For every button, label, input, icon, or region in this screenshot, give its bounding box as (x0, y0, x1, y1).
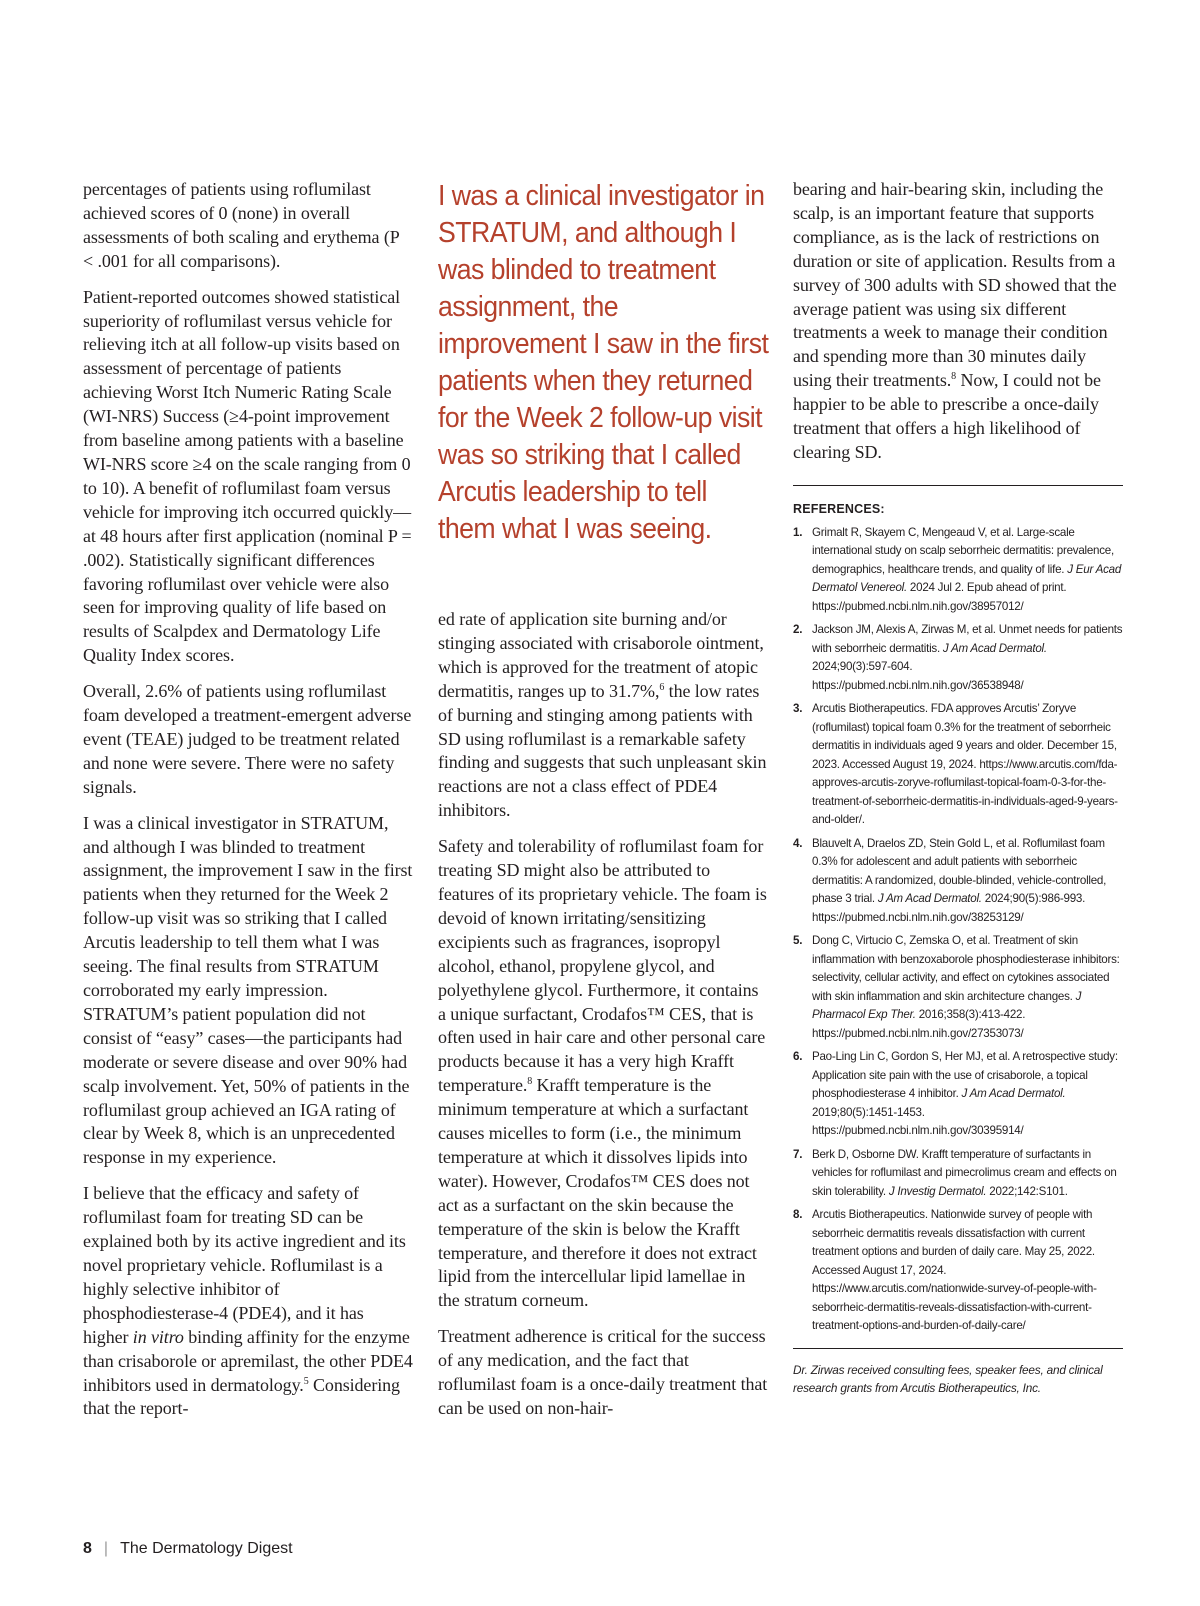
journal-name: J Am Acad Dermatol. (942, 641, 1047, 655)
article-column-2 (438, 178, 769, 1418)
citation-superscript: 8 (951, 371, 957, 383)
italic-text: in vitro (132, 1326, 184, 1347)
reference-text: Pao-Ling Lin C, Gordon S, Her MJ, et al. A retrospective study: Application site pain with the use of crisaborole, a topical phosphodiesterase 4 inhibitor. (812, 1050, 1118, 1101)
journal-name: J Eur Acad Dermatol Venereol. (812, 562, 1122, 595)
text-run: ed rate of application site burning and/or stinging associated with crisaborole ointment, which is approved for the treatment of atopic dermatitis, ranges up to 31.7%, (438, 609, 764, 701)
citation-superscript: 6 (659, 681, 665, 693)
reference-item (793, 1048, 1123, 1141)
body-paragraph: Overall, 2.6% of patients using roflumilast foam developed a treatment-emergent adverse event (TEAE) judged to be treatment related and none were severe. There were no safety signals. (83, 681, 412, 797)
reference-item (793, 524, 1123, 617)
reference-text: Blauvelt A, Draelos ZD, Stein Gold L, et al. Roflumilast foam 0.3% for adolescent and adult patients with seborrheic dermatitis: A randomized, double-blinded, vehicle-controlled, phase 3 trial. (812, 836, 1107, 906)
section-divider (793, 485, 1123, 486)
body-paragraph (793, 178, 1123, 465)
reference-number: 3. (793, 702, 803, 716)
reference-number: 5. (793, 934, 803, 948)
body-paragraph: Patient-reported outcomes showed statistical superiority of roflumilast versus vehicle for relieving itch at all follow-up visits based on assessment of percentage of patients achieving Worst Itch Numeric Rating Scale (WI-NRS) Success (≥4-point improvement from baseline among patients with a baseline WI-NRS score ≥4 on the scale ranging from 0 to 10). A benefit of roflumilast foam versus vehicle for improving itch occurred quickly—at 48 hours after first application (nominal P = .002). Statistically significant differences favoring roflumilast over vehicle were also seen for improving quality of life based on results of Scalpdex and Dermatology Life Quality Index scores. (83, 286, 412, 666)
reference-text: 2016;358(3):413-422. https://pubmed.ncbi.nlm.nih.gov/27353073/ (812, 1008, 1026, 1040)
reference-text: 2024;90(5):986-993. https://pubmed.ncbi.nlm.nih.gov/38253129/ (812, 892, 1086, 924)
reference-text: 2024 Jul 2. Epub ahead of print. https://pubmed.ncbi.nlm.nih.gov/38957012/ (812, 581, 1067, 613)
reference-item (793, 835, 1123, 928)
reference-text: 2022;142:S101. (986, 1184, 1068, 1198)
reference-text: Dong C, Virtucio C, Zemska O, et al. Treatment of skin inflammation with benzoxaborole phosphodiesterase inhibitors: selectivity, cellular activity, and effect on cytokines associated with skin inflammation and skin architecture changes. (812, 934, 1120, 1003)
text-run: bearing and hair-bearing skin, including the scalp, is an important feature that supports compliance, as is the lack of restrictions on duration or site of application. Results from a survey of 300 adults with SD showed that the average patient was using six different treatments a week to manage their condition and spending more than 30 minutes daily using their treatments. (793, 179, 1117, 391)
text-run: the low rates of burning and stinging among patients with SD using roflumilast is a remarkable safety finding and suggests that such unpleasant skin reactions are not a class effect of PDE4 inhibitors. (438, 680, 767, 821)
reference-number: 4. (793, 836, 803, 850)
text-run: Krafft temperature is the minimum temperature at which a surfactant causes micelles to form (i.e., the minimum temperature at which it dissolves lipids into water). However, Crodafos™ CES does not act as a surfactant on the skin because the temperature of the skin is below the Krafft temperature, and therefore it does not extract lipid from the intercellular lipid lamellae in the stratum corneum. (438, 1075, 757, 1311)
article-column-1 (83, 178, 413, 1433)
reference-item (793, 1146, 1123, 1202)
text-run: Safety and tolerability of roflumilast foam for treating SD might also be attributed to features of its proprietary vehicle. The foam is devoid of known irritating/sensitizing excipients such as fragrances, isopropyl alcohol, ethanol, propylene glycol, and polyethylene glycol. Furthermore, it contains a unique surfactant, Crodafos™ CES, that is often used in hair care and other personal care products because it has a very high Krafft temperature. (438, 836, 767, 1096)
reference-text: 2024;90(3):597-604. https://pubmed.ncbi.nlm.nih.gov/36538948/ (812, 660, 1024, 692)
journal-name: J Pharmacol Exp Ther. (812, 989, 1082, 1022)
reference-item (793, 700, 1123, 830)
publication-name: The Dermatology Digest (120, 1540, 293, 1557)
reference-number: 8. (793, 1208, 803, 1222)
text-run: Now, I could not be happier to be able to prescribe a once-daily treatment that offers a high likelihood of clearing SD. (793, 370, 1101, 462)
author-disclosure: Dr. Zirwas received consulting fees, speaker fees, and clinical research grants from Arcutis Biotherapeutics, Inc. (793, 1362, 1103, 1396)
journal-name: J Am Acad Dermatol. (961, 1087, 1066, 1101)
reference-text: Jackson JM, Alexis A, Zirwas M, et al. Unmet needs for patients with seborrheic dermatitis. (812, 623, 1123, 655)
body-paragraph (83, 1182, 413, 1421)
reference-text: Arcutis Biotherapeutics. Nationwide survey of people with seborrheic dermatitis reveals dissatisfaction with current treatment options and burden of daily care. May 25, 2022. Accessed August 17, 2024. https://www.arcutis.com/nationwide-survey-of-people-with-seborrheic-dermatitis-reveals-dissatisfaction-with-current-treatment-options-and-burden-of-daily-care/ (812, 1208, 1097, 1333)
pull-quote: I was a clinical investigator in STRATUM, and although I was blinded to treatment assignment, the improvement I saw in the first patients when they returned for the Week 2 follow-up visit was so striking that I called Arcutis leadership to tell them what I was seeing. (438, 180, 769, 545)
reference-item (793, 932, 1123, 1043)
reference-number: 7. (793, 1147, 803, 1161)
journal-name: J Investig Dermatol. (888, 1184, 987, 1198)
footer-separator: | (103, 1540, 109, 1557)
reference-text: Arcutis Biotherapeutics. FDA approves Arcutis’ Zoryve (roflumilast) topical foam 0.3% for the treatment of seborrheic dermatitis in individuals aged 9 years and older. December 15, 2023. Accessed August 19, 2024. https://www.arcutis.com/fda-approves-arcutis-zoryve-roflumilast-topical-foam-0-3-for-the-treatment-of-seborrheic-dermatitis-in-individuals-aged-9-years-and-older/. (812, 702, 1118, 827)
reference-text: 2019;80(5):1451-1453. https://pubmed.ncbi.nlm.nih.gov/30395914/ (812, 1105, 1024, 1138)
body-paragraph: Treatment adherence is critical for the success of any medication, and the fact that roflumilast foam is a once-daily treatment that can be used on non-hair- (438, 1326, 768, 1418)
body-paragraph (438, 608, 768, 823)
column-2-body (438, 608, 768, 1433)
citation-superscript: 5 (303, 1375, 309, 1387)
body-paragraph (438, 835, 768, 1313)
reference-number: 6. (793, 1050, 803, 1064)
page-footer (83, 1540, 293, 1558)
reference-number: 2. (793, 623, 803, 637)
text-run: binding affinity for the enzyme than crisaborole or apremilast, the other PDE4 inhibitors used in dermatology. (83, 1326, 413, 1395)
reference-text: Berk D, Osborne DW. Krafft temperature of surfactants in vehicles for roflumilast and pimecrolimus cream and effects on skin tolerability. (812, 1147, 1117, 1198)
reference-item (793, 621, 1123, 695)
section-divider (793, 1348, 1123, 1349)
body-paragraph: percentages of patients using roflumilast achieved scores of 0 (none) in overall assessments of both scaling and erythema (P < .001 for all comparisons). (83, 179, 399, 271)
journal-name: J Am Acad Dermatol. (877, 892, 982, 906)
text-run: Considering that the report- (83, 1374, 400, 1419)
article-column-3 (793, 178, 1123, 1398)
citation-superscript: 8 (527, 1076, 533, 1088)
body-paragraph: I was a clinical investigator in STRATUM, and although I was blinded to treatment assignment, the improvement I saw in the first patients when they returned for the Week 2 follow-up visit was so striking that I called Arcutis leadership to tell them what I was seeing. The final results from STRATUM corroborated my early impression. STRATUM’s patient population did not consist of “easy” cases—the participants had moderate or severe disease and over 90% had scalp involvement. Yet, 50% of patients in the roflumilast group achieved an IGA rating of clear by Week 8, which is an unprecedented response in my experience. (83, 812, 413, 1168)
reference-text: Grimalt R, Skayem C, Mengeaud V, et al. Large-scale international study on scalp seborrheic dermatitis: prevalence, demographics, healthcare trends, and quality of life. (812, 525, 1114, 576)
references-list (793, 524, 1123, 1336)
text-run: I believe that the efficacy and safety of roflumilast foam for treating SD can be explained both by its active ingredient and its novel proprietary vehicle. Roflumilast is a highly selective inhibitor of phosphodiesterase-4 (PDE4), and it has higher (83, 1183, 406, 1347)
references-heading: REFERENCES: (793, 501, 885, 516)
reference-item (793, 1206, 1123, 1336)
page-number: 8 (83, 1540, 92, 1557)
reference-number: 1. (793, 525, 803, 539)
